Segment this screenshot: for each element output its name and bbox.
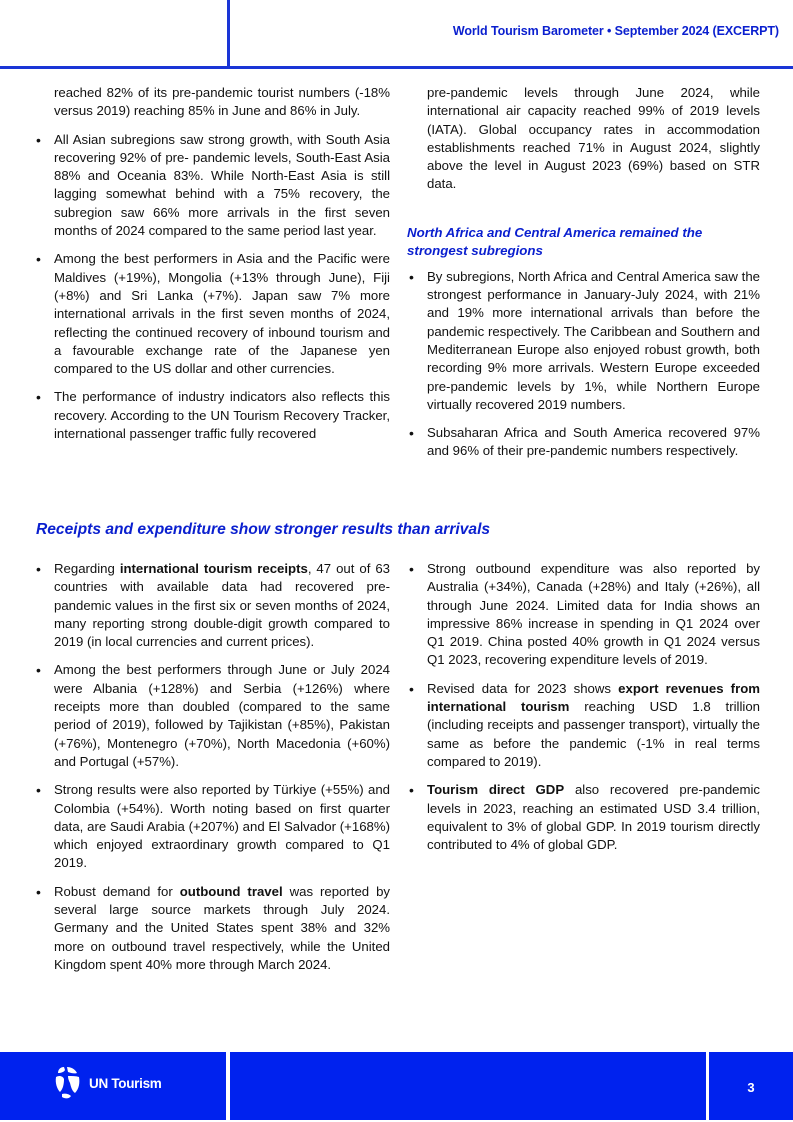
bullet-item: • The performance of industry indicators also reflects this recovery. According to the UN Tourism Recovery Tracker, international passenger traffic fully recovered [36, 388, 390, 443]
continued-paragraph: pre-pandemic levels through June 2024, while international air capacity reached 99% of 2019 levels (IATA). Global occupancy rates in accommodation establishments reached 71% in August 2024, slightly above the level in August 2023 (69%) based on STR data. [427, 85, 760, 192]
bullet-item: • Tourism direct GDP also recovered pre-pandemic levels in 2023, reaching an estimated USD 3.4 trillion, equivalent to 3% of global GDP. In 2019 tourism directly contributed to 4% of global GDP. [409, 781, 760, 854]
footer-logo-panel [0, 1052, 226, 1120]
header-divider-vertical [227, 0, 230, 68]
bullet-list [36, 560, 390, 974]
bottom-right-column [409, 560, 760, 864]
emphasis: export revenues from international tourism [427, 680, 760, 715]
bullet-item: • Among the best performers in Asia and the Pacific were Maldives (+19%), Mongolia (+13% through June), Fiji (+8%) and Sri Lanka (+7%). Japan saw 7% more international arrivals in the first seven months of 2024, reflecting the continued recovery of inbound tourism and a favourable exchange rate of the Japanese yen compared to the US dollar and other currencies. [36, 250, 390, 378]
bullet-item: • Strong outbound expenditure was also reported by Australia (+34%), Canada (+28%) and Italy (+26%), all through June 2024. Limited data for India shows an impressive 86% increase in spending in Q1 2024 over Q1 2019. China posted 40% growth in Q1 2024 versus Q1 2023, recovering expenditure levels of 2019. [409, 560, 760, 670]
header-divider-horizontal [0, 66, 793, 69]
footer-page-panel [709, 1052, 793, 1120]
page-number: 3 [747, 1080, 755, 1095]
bottom-left-column [36, 560, 390, 984]
subheading: North Africa and Central America remained the strongest subregions [407, 224, 703, 258]
top-left-column [36, 84, 390, 443]
bullet-item: • By subregions, North Africa and Central America saw the strongest performance in January-July 2024, with 21% and 19% more international arrivals than before the pandemic respectively. The Caribbean and Southern and Mediterranean Europe also enjoyed robust growth, both recording 9% more arrivals. Western Europe exceeded pre-pandemic levels by 1%, while Northern Europe virtually recovered 2019 numbers. [409, 268, 760, 414]
footer-middle-panel [230, 1052, 706, 1120]
logo-text: UN Tourism [89, 1075, 162, 1091]
bullet-list [36, 131, 390, 444]
section-heading: Receipts and expenditure show stronger results than arrivals [36, 521, 491, 538]
bullet-item: • Among the best performers through June or July 2024 were Albania (+128%) and Serbia (+126%) where receipts more than doubled (compared to the same period of 2019), followed by Tajikistan (+85%), Pakistan (+76%), Montenegro (+70%), North Macedonia (+60%) and Portugal (+57%). [36, 661, 390, 771]
emphasis: international tourism receipts [119, 561, 308, 576]
bullet-list [409, 268, 760, 461]
bullet-item: • Revised data for 2023 shows export revenues from international tourism reaching USD 1.8 trillion (including receipts and passenger transport), virtually the same as before the pandemic (-1% in real terms compared to 2019). [409, 680, 760, 771]
un-tourism-logo[interactable] [55, 1066, 162, 1100]
continued-paragraph: reached 82% of its pre-pandemic tourist numbers (-18% versus 2019) reaching 85% in June and 86% in July. [54, 85, 390, 119]
bullet-item: • Subsaharan Africa and South America recovered 97% and 96% of their pre-pandemic numbers respectively. [409, 424, 760, 461]
bullet-item: • All Asian subregions saw strong growth, with South Asia recovering 92% of pre- pandemic levels, South-East Asia 88% and Oceania 83%. While North-East Asia is still lagging somewhat behind with a 75% recovery, the subregion saw 66% more arrivals in the first seven months of 2024 compared to the same period last year. [36, 131, 390, 241]
document-title: World Tourism Barometer • September 2024 (EXCERPT) [452, 24, 779, 38]
bullet-item: • Robust demand for outbound travel was reported by several large source markets through July 2024. Germany and the United States spent 38% and 32% more on outbound travel respectively, while the United Kingdom spent 40% more through March 2024. [36, 883, 390, 974]
emphasis: Tourism direct GDP [427, 782, 565, 798]
emphasis: outbound travel [179, 883, 283, 899]
un-tourism-globe-icon [55, 1066, 81, 1100]
bullet-item: • Strong results were also reported by Türkiye (+55%) and Colombia (+54%). Worth noting based on first quarter data, are Saudi Arabia (+207%) and El Salvador (+168%) which enjoyed extraordinary growth compared to Q1 2019. [36, 781, 390, 872]
bullet-item: • Regarding international tourism receipts, 47 out of 63 countries with available data had recovered pre-pandemic values in the first six or seven months of 2024, many reporting strong double-digit growth compared to 2019 (in local currencies and current prices). [36, 560, 390, 651]
bullet-list [409, 560, 760, 854]
top-right-column [409, 84, 760, 471]
